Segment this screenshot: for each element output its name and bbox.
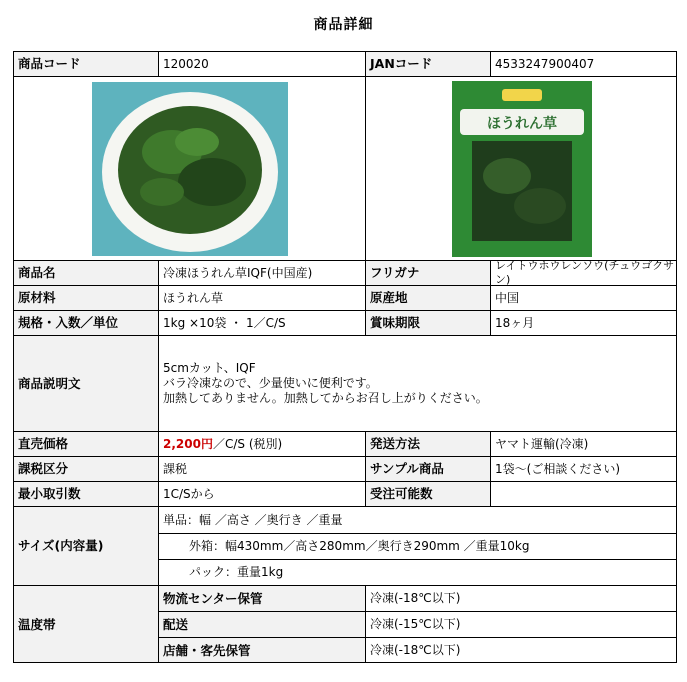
- size-pack-line: パック：重量1kg: [158, 559, 677, 585]
- temperature-delivery-label: 配送: [158, 611, 365, 637]
- price-value-cell: [158, 431, 365, 456]
- min-order-value: 1C/Sから: [158, 481, 365, 506]
- origin-value: 中国: [490, 285, 677, 310]
- ingredients-label: 原材料: [13, 285, 158, 310]
- ingredients-value: ほうれん草: [158, 285, 365, 310]
- jan-code-label: JANコード: [365, 51, 490, 76]
- size-outer-box-line: 外箱：幅430mm／高さ280mm／奥行き290mm ／重量10kg: [158, 533, 677, 559]
- product-code-label: 商品コード: [13, 51, 158, 76]
- spec-value: 1kg ×10袋 ・ 1／C/S: [158, 310, 365, 335]
- sample-label: サンプル商品: [365, 456, 490, 481]
- product-name-label: 商品名: [13, 260, 158, 285]
- temperature-label: 温度帯: [13, 585, 158, 663]
- expiry-value: 18ヶ月: [490, 310, 677, 335]
- description-label: 商品説明文: [13, 335, 158, 431]
- order-capacity-value: [490, 481, 677, 506]
- product-code-value: 120020: [158, 51, 365, 76]
- spec-label: 規格・入数／単位: [13, 310, 158, 335]
- furigana-label: フリガナ: [365, 260, 490, 285]
- temperature-warehouse-value: 冷凍(-18℃以下): [365, 585, 677, 611]
- shipping-label: 発送方法: [365, 431, 490, 456]
- table-bottom-border: [13, 662, 677, 663]
- spinach-package-image: [452, 81, 592, 257]
- price-suffix: ／C/S (税別): [212, 436, 283, 451]
- origin-label: 原産地: [365, 285, 490, 310]
- min-order-label: 最小取引数: [13, 481, 158, 506]
- tax-label: 課税区分: [13, 456, 158, 481]
- furigana-value: レイトウホウレンソウ(チュウゴクサン): [490, 260, 677, 285]
- temperature-store-label: 店舗・客先保管: [158, 637, 365, 663]
- shipping-value: ヤマト運輸(冷凍): [490, 431, 677, 456]
- package-photo-cell: [365, 76, 677, 260]
- description-line: 加熱してありません。加熱してからお召し上がりください。: [163, 391, 488, 405]
- table-right-border: [676, 51, 677, 663]
- price-value: 2,200円: [163, 436, 213, 451]
- package-label: ほうれん草: [486, 115, 557, 132]
- temperature-delivery-value: 冷凍(-15℃以下): [365, 611, 677, 637]
- price-label: 直売価格: [13, 431, 158, 456]
- product-photo-cell: [13, 76, 365, 260]
- description-line: バラ冷凍なので、少量使いに便利です。: [163, 376, 378, 390]
- temperature-warehouse-label: 物流センター保管: [158, 585, 365, 611]
- order-capacity-label: 受注可能数: [365, 481, 490, 506]
- jan-code-value: 4533247900407: [490, 51, 677, 76]
- temperature-store-value: 冷凍(-18℃以下): [365, 637, 677, 663]
- page-title: 商品詳細: [313, 17, 374, 33]
- spinach-dish-image: [92, 82, 288, 256]
- description-value: [158, 335, 677, 431]
- product-name-value: 冷凍ほうれん草IQF(中国産): [158, 260, 365, 285]
- tax-value: 課税: [158, 456, 365, 481]
- description-line: 5cmカット、IQF: [163, 361, 256, 375]
- size-label: サイズ(内容量): [13, 506, 158, 585]
- expiry-label: 賞味期限: [365, 310, 490, 335]
- sample-value: 1袋～(ご相談ください): [490, 456, 677, 481]
- product-detail-table: [13, 51, 677, 663]
- size-single-line: 単品：幅 ／高さ ／奥行き ／重量: [158, 506, 677, 533]
